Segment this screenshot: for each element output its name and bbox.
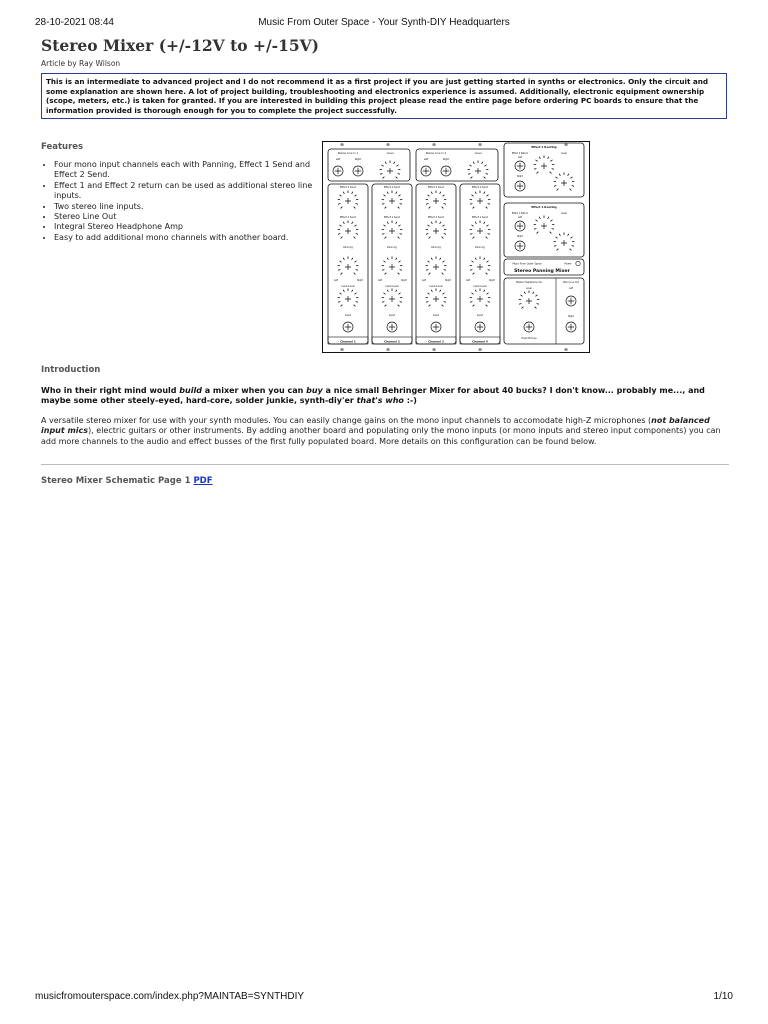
mounting-screw-icon: ⊕ xyxy=(478,143,482,148)
panning-label: Panning xyxy=(387,246,397,249)
effect2-send-label: Effect 2 Send xyxy=(428,186,444,189)
mounting-screw-icon: ⊕ xyxy=(340,348,344,353)
mounting-screw-icon: ⊕ xyxy=(564,348,568,353)
effect1-send-label: Effect 1 Send xyxy=(384,216,400,219)
article-byline: Article by Ray Wilson xyxy=(41,59,121,68)
effect-routing-title: Effect 2 Routing xyxy=(531,145,557,149)
left-label: Left xyxy=(568,287,574,290)
input-level-label: Input Level xyxy=(473,285,487,288)
right-label: Right xyxy=(445,279,451,282)
left-label: Left xyxy=(517,156,523,159)
left-label: Left xyxy=(333,279,339,282)
intro-paragraph: A versatile stereo mixer for use with your synth modules. You can easily change gains on the mono input channels to accomodate high-Z microphones (not balanced input mics), electric guitars or other instruments. By adding another board and populating only the mono inputs (or mono inputs and stereo input components) you can add more channels to the audio and effect busses of the first fully populated board. More details on this configuration can be found below. xyxy=(41,416,721,446)
head-phones-label: Head Phones xyxy=(521,337,537,340)
input-level-label: Input Level xyxy=(429,285,443,288)
features-heading: Features xyxy=(41,142,84,152)
schematic-pdf-link[interactable]: PDF xyxy=(193,476,213,486)
print-datetime: 28-10-2021 08:44 xyxy=(35,17,114,28)
effect1-send-label: Effect 1 Send xyxy=(472,216,488,219)
level-label: Level xyxy=(474,152,482,155)
feature-item: • Effect 1 and Effect 2 return can be used as additional stereo line inputs. xyxy=(54,181,326,202)
input-label: Input xyxy=(432,314,440,317)
warning-notice: This is an intermediate to advanced project and I do not recommend it as a first project if you are just getting started in synths or electronics. Only the circuit and some explanation are shown here. A lot of project building, troubleshooting and electronics experience is assumed. Additionally, electronic equipment ownership (scope, meters, etc.) is taken for granted. If you are interested in building this project please read the entire page before ordering PC boards to ensure that the information provided is thorough enough for you to complete the project successfully. xyxy=(41,73,727,119)
print-page-title: Music From Outer Space - Your Synth-DIY Headquarters xyxy=(258,17,510,28)
left-label: Left xyxy=(377,279,383,282)
features-list xyxy=(41,160,326,243)
right-label: Right xyxy=(357,279,363,282)
feature-item: • Four mono input channels each with Panning, Effect 1 Send and Effect 2 Send. xyxy=(54,160,326,181)
panning-label: Panning xyxy=(343,246,353,249)
feature-item: • Integral Stereo Headphone Amp xyxy=(54,222,326,232)
effect1-send-label: Effect 1 Send xyxy=(340,216,356,219)
mounting-screw-icon: ⊕ xyxy=(386,348,390,353)
brand-label: Music From Outer Space xyxy=(512,262,542,266)
section-divider xyxy=(41,464,729,465)
mounting-screw-icon: ⊕ xyxy=(432,143,436,148)
input-label: Input xyxy=(344,314,352,317)
feature-item: • Stereo Line Out xyxy=(54,212,326,222)
input-label: Input xyxy=(388,314,396,317)
level-label: Level xyxy=(526,287,532,290)
right-label: Right xyxy=(354,158,362,161)
left-label: Left xyxy=(465,279,471,282)
channel-label: Channel 1 xyxy=(340,339,356,344)
panning-label: Panning xyxy=(475,246,485,249)
mounting-screw-icon: ⊕ xyxy=(478,348,482,353)
power-label: Power xyxy=(564,262,572,266)
right-label: Right xyxy=(517,175,523,178)
right-label: Right xyxy=(401,279,407,282)
mounting-screw-icon: ⊕ xyxy=(432,348,436,353)
effect2-send-label: Effect 2 Send xyxy=(340,186,356,189)
schematic-link-row xyxy=(41,476,213,486)
article-title: Stereo Mixer (+/-12V to +/-15V) xyxy=(41,36,320,55)
front-panel-image xyxy=(322,141,590,353)
effect2-send-label: Effect 2 Send xyxy=(384,186,400,189)
right-label: Right xyxy=(489,279,495,282)
feature-item: • Easy to add additional mono channels with another board. xyxy=(54,233,326,243)
stereo-line-label: Stereo Line In 1 xyxy=(337,152,359,155)
print-page-number: 1/10 xyxy=(713,991,733,1002)
effect-return-label: Effect 1 Return xyxy=(511,212,529,215)
left-label: Left xyxy=(335,158,341,161)
left-label: Left xyxy=(423,158,429,161)
product-name-label: Stereo Panning Mixer xyxy=(514,269,570,274)
print-url: musicfromouterspace.com/index.php?MAINTAB=SYNTHDIY xyxy=(35,991,305,1002)
right-label: Right xyxy=(442,158,450,161)
mounting-screw-icon: ⊕ xyxy=(386,143,390,148)
introduction-heading: Introduction xyxy=(41,365,101,375)
main-line-out-label: Main Line Out xyxy=(563,281,579,284)
panning-label: Panning xyxy=(431,246,441,249)
intro-quote: Who in their right mind would build a mixer when you can buy a nice small Behringer Mixer for about 40 bucks? I don't know... probably me..., and maybe some other steely-eyed, hard-core, solder junkie, synth-diy'er that's who :-) xyxy=(41,386,705,406)
channel-label: Channel 4 xyxy=(472,339,488,344)
print-footer xyxy=(35,991,733,1005)
effect-return-label: Effect 2 Return xyxy=(511,152,529,155)
input-level-label: Input Level xyxy=(341,285,355,288)
master-headphone-label: Master Headphone Vol xyxy=(516,281,542,284)
effect-routing-title: Effect 1 Routing xyxy=(531,205,557,209)
level-label: Level xyxy=(561,212,567,215)
print-header xyxy=(35,17,733,31)
effect1-send-label: Effect 1 Send xyxy=(428,216,444,219)
mounting-screw-icon: ⊕ xyxy=(564,143,568,148)
right-label: Right xyxy=(568,315,574,318)
left-label: Left xyxy=(421,279,427,282)
level-label: Level xyxy=(386,152,394,155)
right-label: Right xyxy=(517,235,523,238)
left-label: Left xyxy=(517,216,523,219)
channel-label: Channel 3 xyxy=(428,339,444,344)
channel-label: Channel 2 xyxy=(384,339,400,344)
input-label: Input xyxy=(476,314,484,317)
input-level-label: Input Level xyxy=(385,285,399,288)
stereo-line-label: Stereo Line In 2 xyxy=(425,152,447,155)
feature-item: • Two stereo line inputs. xyxy=(54,202,326,212)
mounting-screw-icon: ⊕ xyxy=(340,143,344,148)
level-label: Level xyxy=(561,152,567,155)
effect2-send-label: Effect 2 Send xyxy=(472,186,488,189)
schematic-label: Stereo Mixer Schematic Page 1 xyxy=(41,476,191,486)
